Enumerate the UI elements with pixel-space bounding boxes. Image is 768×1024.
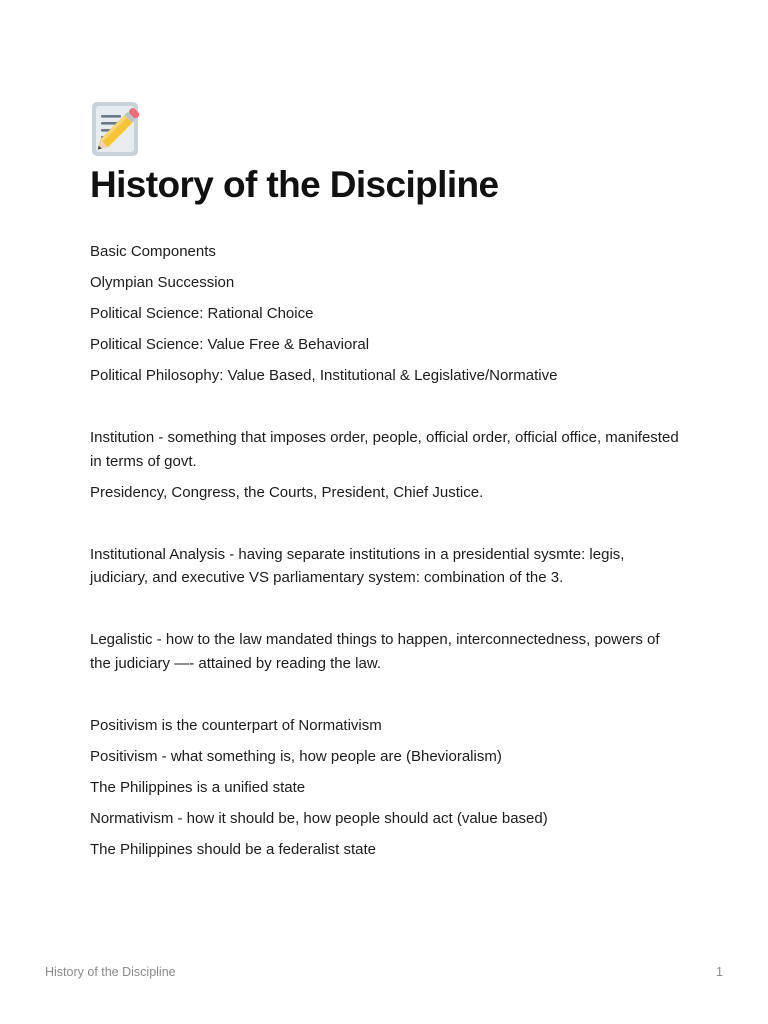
paragraph: Political Philosophy: Value Based, Institutional & Legislative/Normative: [90, 367, 558, 384]
page-number: 1: [716, 965, 723, 979]
document-body: [90, 240, 680, 869]
paragraph: The Philippines is a unified state: [90, 778, 306, 796]
paragraph: Legalistic - how to the law mandated things to happen, interconnectedness, powers of the judiciary —- attained by reading the law.: [90, 631, 660, 672]
paragraph: Positivism - what something is, how people are (Bhevioralism): [90, 747, 502, 765]
paragraph: Presidency, Congress, the Courts, President, Chief Justice.: [90, 483, 484, 501]
page-icon: [90, 100, 146, 156]
empty-line: [90, 395, 680, 426]
paragraph: Political Science: Value Free & Behavioral: [90, 336, 370, 353]
empty-line: [90, 683, 680, 714]
paragraph: Political Science: Rational Choice: [90, 305, 314, 322]
paragraph: Institution - something that imposes order, people, official order, official office, manifested in terms of govt.: [90, 429, 679, 470]
empty-line: [90, 512, 680, 543]
empty-line: [90, 597, 680, 628]
page-title: History of the Discipline: [90, 164, 499, 205]
paragraph: The Philippines should be a federalist state: [90, 840, 377, 858]
paragraph: Normativism - how it should be, how people should act (value based): [90, 809, 548, 827]
paragraph: Olympian Succession: [90, 274, 235, 291]
paragraph: Positivism is the counterpart of Normativism: [90, 716, 382, 734]
memo-pencil-icon: [90, 100, 146, 156]
footer-title: History of the Discipline: [45, 965, 176, 979]
paragraph: Institutional Analysis - having separate institutions in a presidential sysmte: legis, judiciary, and executive VS parliamentary system: combination of the 3.: [90, 545, 625, 586]
paragraph: Basic Components: [90, 243, 216, 260]
